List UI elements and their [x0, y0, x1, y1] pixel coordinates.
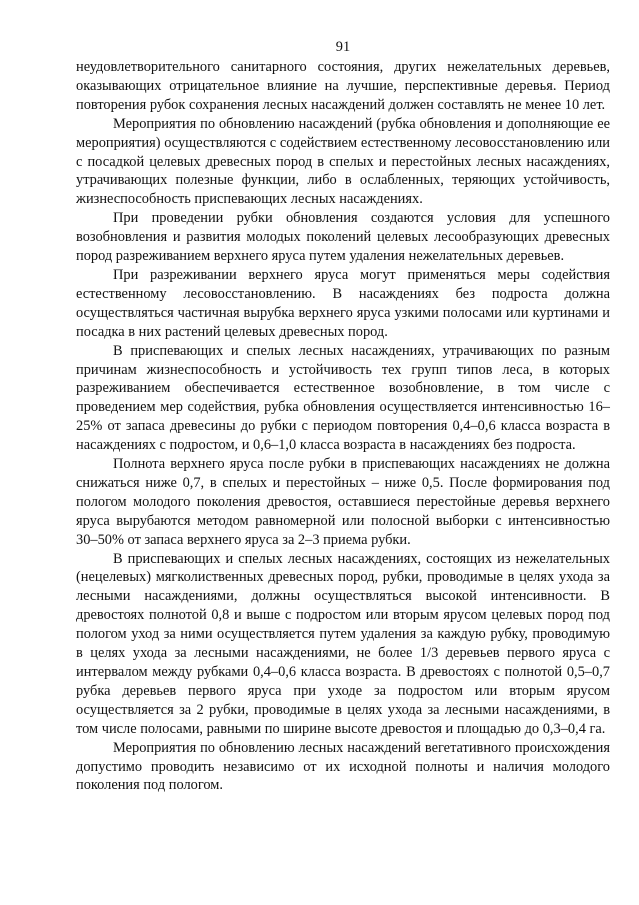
paragraph-2: Мероприятия по обновлению насаждений (рубка обновления и дополняющие ее мероприятия) осуществляются с содействием естественному лесовосстановлению или с посадкой целевых древесных пород в спелых и перестойных лесных насаждениях, утрачивающих полезные функции, либо в ослабленных, теряющих устойчивость, жизнеспособность приспевающих лесных насаждениях. — [76, 115, 610, 208]
paragraph-8: Мероприятия по обновлению лесных насаждений вегетативного происхождения допустимо проводить независимо от их исходной полноты и наличия молодого поколения под пологом. — [76, 739, 610, 794]
paragraph-7: В приспевающих и спелых лесных насаждениях, состоящих из нежелательных (нецелевых) мягколиственных древесных пород, рубки, проводимые в целях ухода за лесными насаждениями, должны осуществляться высокой интенсивности. В древостоях полнотой 0,8 и выше с подростом или вторым ярусом целевых пород под пологом уход за ними осуществляется путем удаления за каждую рубку, проводимую в целях ухода за лесными насаждениями, не более 1/3 деревьев первого яруса с интервалом между рубками 0,4–0,6 класса возраста. В древостоях с полнотой 0,5–0,7 рубка деревьев первого яруса при уходе за подростом или вторым ярусом осуществляется за 2 рубки, проводимые в целях ухода за лесными насаждениями, в том числе полосами, равными по ширине высоте древостоя и площадью до 0,3–0,4 га. — [76, 550, 610, 737]
page-number: 91 — [335, 39, 351, 55]
paragraph-1: неудовлетворительного санитарного состояния, других нежелательных деревьев, оказывающих отрицательное влияние на лучшие, перспективные деревья. Период повторения рубок сохранения лесных насаждений должен составлять не менее 10 лет. — [76, 59, 610, 113]
paragraph-5: В приспевающих и спелых лесных насаждениях, утрачивающих по разным причинам жизнеспособность и устойчивость тех групп типов леса, в которых разреживанием обеспечивается естественное возобновление, в том числе с проведением мер содействия, рубка обновления осуществляется интенсивностью 16–25% от запаса древесины до рубки с периодом повторения 0,4–0,6 класса возраста в насаждениях с подростом, и 0,6–1,0 класса возраста в насаждениях без подроста. — [76, 342, 610, 454]
document-page — [76, 38, 610, 795]
paragraph-3: При проведении рубки обновления создаются условия для успешного возобновления и развития молодых поколений целевых лесообразующих древесных пород разреживанием верхнего яруса путем удаления нежелательных деревьев. — [76, 210, 610, 265]
paragraph-4: При разреживании верхнего яруса могут применяться меры содействия естественному лесовосстановлению. В насаждениях без подроста должна осуществляться частичная вырубка верхнего яруса узкими полосами или куртинами и посадка в них растений целевых древесных пород. — [76, 266, 610, 340]
paragraph-6: Полнота верхнего яруса после рубки в приспевающих насаждениях не должна снижаться ниже 0,7, в спелых и перестойных – ниже 0,5. После формирования под пологом молодого поколения древостоя, оставшиеся перестойные деревья верхнего яруса вырубаются методом равномерной или полосной выборки с интенсивностью 30–50% от запаса верхнего яруса за 2–3 приема рубки. — [76, 456, 610, 548]
